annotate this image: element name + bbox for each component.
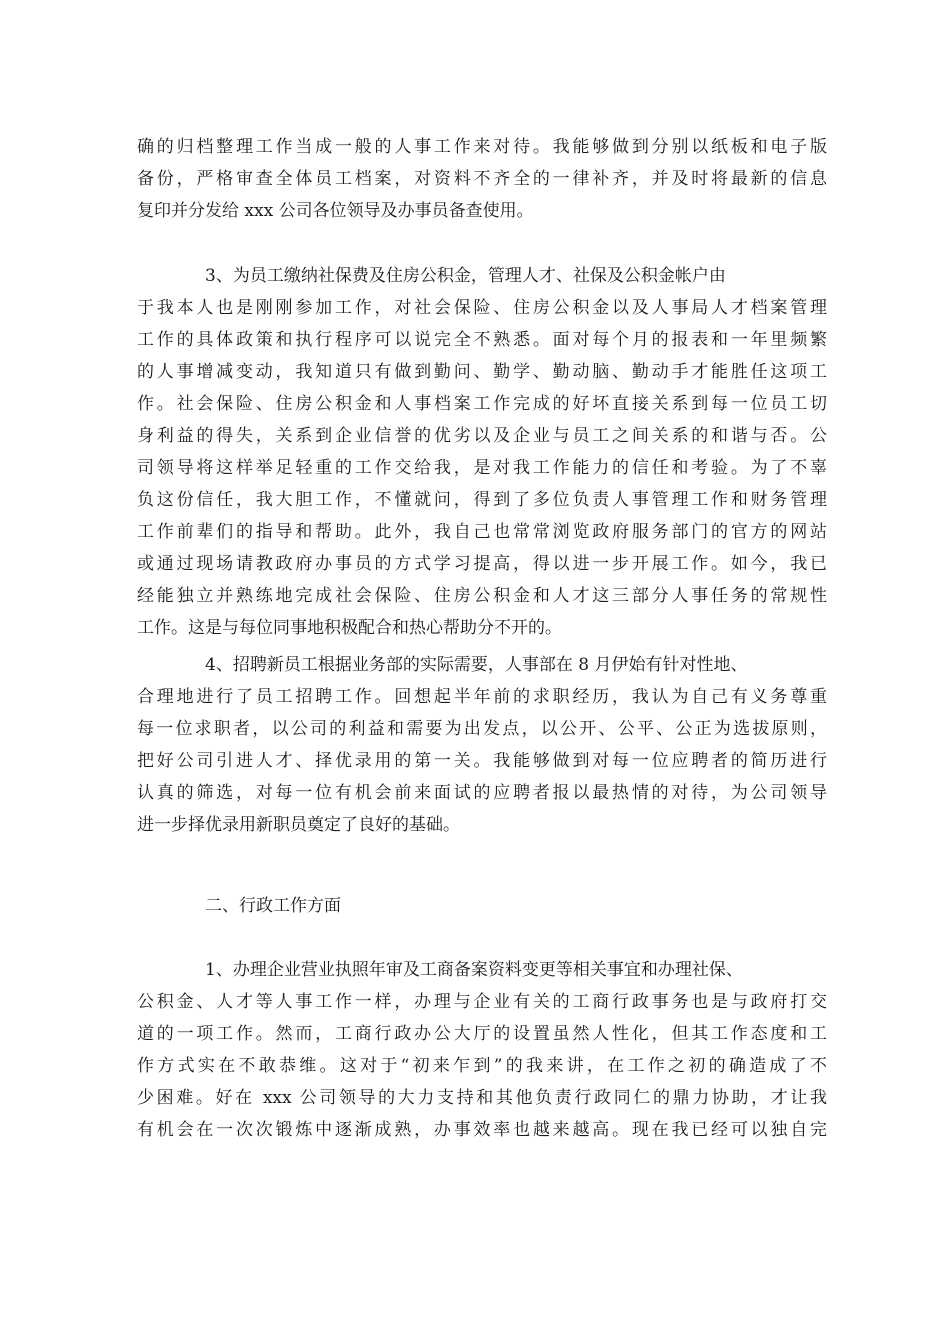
text-line: 于我本人也是刚刚参加工作，对社会保险、住房公积金以及人事局人才档案管理 [137, 298, 827, 318]
text-line: 作方式实在不敢恭维。这对于“初来乍到”的我来讲，在工作之初的确造成了不 [137, 1056, 827, 1076]
text-line: 有机会在一次次锻炼中逐渐成熟，办事效率也越来越高。现在我已经可以独自完 [137, 1120, 827, 1140]
paragraph-social-security [137, 260, 827, 644]
text-line: 负这份信任，我大胆工作，不懂就问，得到了多位负责人事管理工作和财务管理 [137, 490, 827, 510]
text-line: 工作。这是与每位同事地积极配合和热心帮助分不开的。 [137, 618, 562, 638]
paragraph-business-license [137, 954, 827, 1146]
text-line: 少困难。好在 xxx 公司领导的大力支持和其他负责行政同仁的鼎力协助，才让我 [137, 1088, 827, 1108]
text-line: 经能独立并熟练地完成社会保险、住房公积金和人才这三部分人事任务的常规性 [137, 586, 827, 606]
text-line: 道的一项工作。然而，工商行政办公大厅的设置虽然人性化，但其工作态度和工 [137, 1024, 827, 1044]
text-line: 确的归档整理工作当成一般的人事工作来对待。我能够做到分别以纸板和电子版 [137, 137, 827, 157]
text-line: 复印并分发给 xxx 公司各位领导及办事员备查使用。 [137, 201, 534, 221]
text-line: 4、招聘新员工根据业务部的实际需要，人事部在 8 月伊始有针对性地、 [205, 655, 748, 675]
text-line: 或通过现场请教政府办事员的方式学习提高，得以进一步开展工作。如今，我已 [137, 554, 827, 574]
text-line: 合理地进行了员工招聘工作。回想起半年前的求职经历，我认为自己有义务尊重 [137, 687, 827, 707]
text-line: 把好公司引进人才、择优录用的第一关。我能够做到对每一位应聘者的简历进行 [137, 751, 827, 771]
section-heading-admin [137, 890, 827, 922]
text-line: 3、为员工缴纳社保费及住房公积金，管理人才、社保及公积金帐户由 [205, 266, 726, 286]
text-line: 工作的具体政策和执行程序可以说完全不熟悉。面对每个月的报表和一年里频繁 [137, 330, 827, 350]
text-line: 公积金、人才等人事工作一样，办理与企业有关的工商行政事务也是与政府打交 [137, 992, 827, 1012]
text-line: 备份，严格审查全体员工档案，对资料不齐全的一律补齐，并及时将最新的信息 [137, 169, 827, 189]
section-heading: 二、行政工作方面 [205, 896, 341, 916]
text-line: 身利益的得失，关系到企业信誉的优劣以及企业与员工之间关系的和谐与否。公 [137, 426, 827, 446]
text-line: 每一位求职者，以公司的利益和需要为出发点，以公开、公平、公正为选拔原则， [137, 719, 827, 739]
text-line: 的人事增减变动，我知道只有做到勤问、勤学、勤动脑、勤动手才能胜任这项工 [137, 362, 827, 382]
text-line: 作。社会保险、住房公积金和人事档案工作完成的好坏直接关系到每一位员工切 [137, 394, 827, 414]
paragraph-recruitment [137, 649, 827, 841]
text-line: 进一步择优录用新职员奠定了良好的基础。 [137, 815, 460, 835]
text-line: 认真的筛选，对每一位有机会前来面试的应聘者报以最热情的对待，为公司领导 [137, 783, 827, 803]
text-line: 1、办理企业营业执照年审及工商备案资料变更等相关事宜和办理社保、 [205, 960, 743, 980]
paragraph-archive [137, 131, 827, 227]
text-line: 司领导将这样举足轻重的工作交给我，是对我工作能力的信任和考验。为了不辜 [137, 458, 827, 478]
text-line: 工作前辈们的指导和帮助。此外，我自己也常常浏览政府服务部门的官方的网站 [137, 522, 827, 542]
